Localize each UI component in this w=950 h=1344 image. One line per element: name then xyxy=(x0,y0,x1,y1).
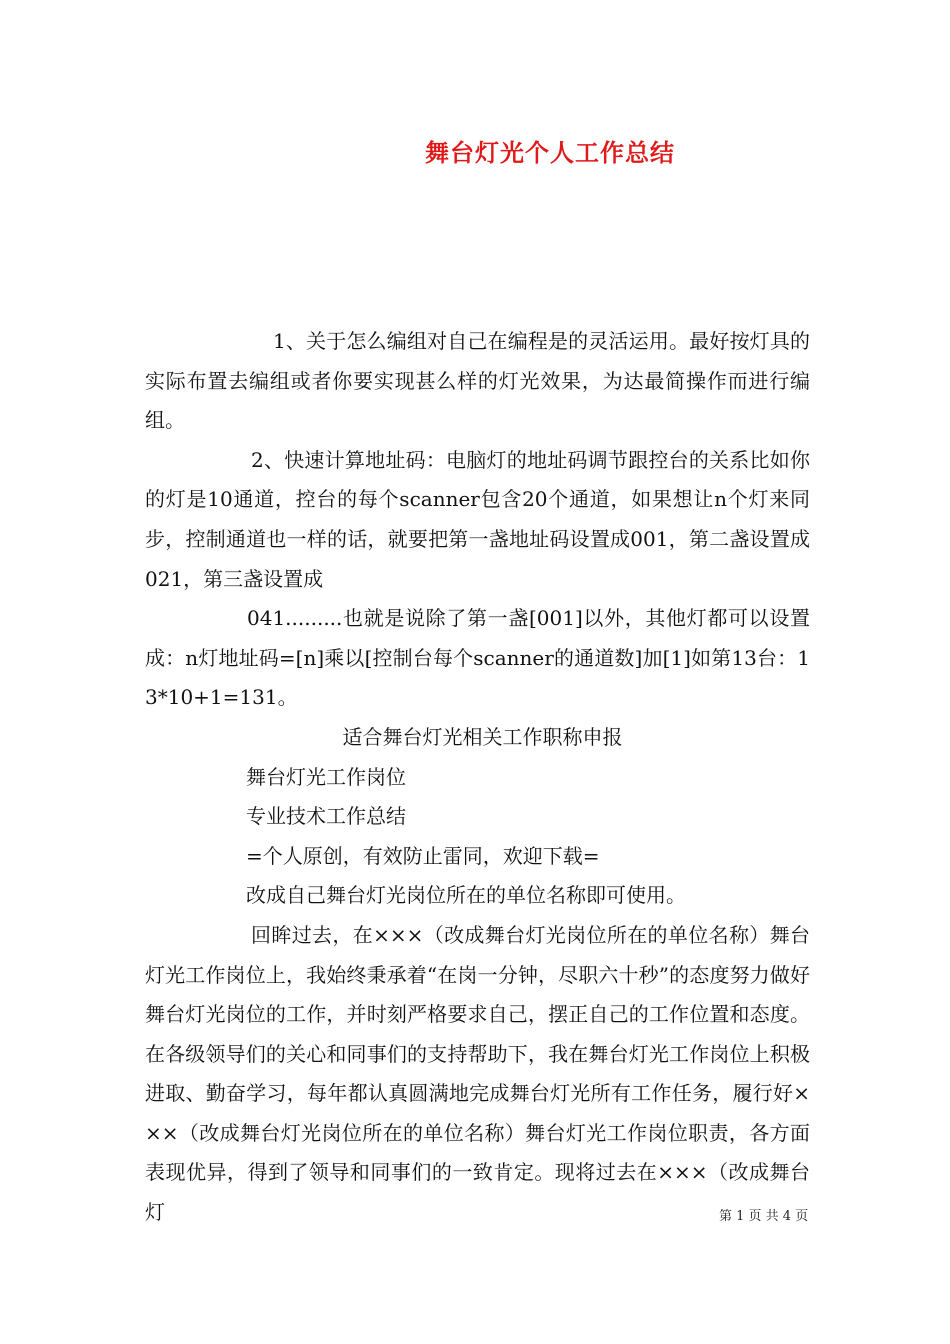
document-body xyxy=(145,322,810,1233)
document-title: 舞台灯光个人工作总结 xyxy=(425,138,675,167)
paragraph-address-formula: 041.........也就是说除了第一盏[001]以外，其他灯都可以设置成：n灯地址码=[n]乘以[控制台每个scanner的通道数]加[1]如第13台：13*10+1=131。 xyxy=(145,606,810,710)
paragraph-summary-label: 专业技术工作总结 xyxy=(246,804,406,829)
page-number-footer: 第 1 页 共 4 页 xyxy=(719,1209,809,1224)
paragraph-review: 回眸过去，在×××（改成舞台灯光岗位所在的单位名称）舞台灯光工作岗位上，我始终秉承着“在岗一分钟，尽职六十秒”的态度努力做好舞台灯光岗位的工作，并时刻严格要求自己，摆正自己的工作位置和态度。在各级领导们的关心和同事们的支持帮助下，我在舞台灯光工作岗位上积极进取、勤奋学习，每年都认真圆满地完成舞台灯光所有工作任务，履行好×××（改成舞台灯光岗位所在的单位名称）舞台灯光工作岗位职责，各方面表现优异，得到了领导和同事们的一致肯定。现将过去在×××（改成舞台灯 xyxy=(145,922,810,1225)
paragraph-usage-note: 改成自己舞台灯光岗位所在的单位名称即可使用。 xyxy=(246,883,686,908)
paragraph-original-note: =个人原创，有效防止雷同，欢迎下载= xyxy=(246,843,600,868)
paragraph-grouping: 1、关于怎么编组对自己在编程是的灵活运用。最好按灯具的实际布置去编组或者你要实现甚么样的灯光效果，为达最简操作而进行编组。 xyxy=(145,329,810,433)
paragraph-post-name: 舞台灯光工作岗位 xyxy=(246,764,406,789)
paragraph-applicable-title: 适合舞台灯光相关工作职称申报 xyxy=(342,724,623,749)
paragraph-address-code: 2、快速计算地址码：电脑灯的地址码调节跟控台的关系比如你的灯是10通道，控台的每个scanner包含20个通道，如果想让n个灯来同步，控制通道也一样的话，就要把第一盏地址码设置成001，第二盏设置成021，第三盏设置成 xyxy=(145,447,810,591)
